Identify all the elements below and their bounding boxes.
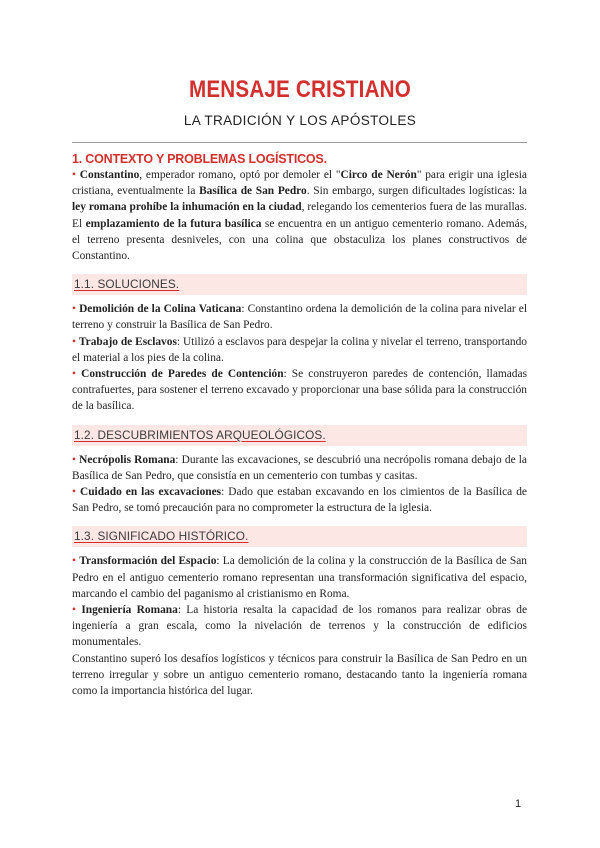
list-item: • Demolición de la Colina Vaticana: Constantino ordena la demolición de la colina para nivelar el terreno y construir la Basílica de San Pedro. [72, 303, 527, 332]
bullet-icon: • [72, 453, 76, 466]
bullet-icon: • [72, 555, 76, 568]
bullet-icon: • [72, 169, 76, 181]
title-divider [72, 142, 527, 143]
bullet-icon: • [72, 486, 76, 499]
conclusion-paragraph: Constantino superó los desafíos logísticos y técnicos para construir la Basílica de San Pedro en un terreno irregular y sobre un antiguo cementerio romano, destacando tanto la ingeniería romana como la importancia histórica del lugar. [72, 652, 527, 698]
document-subtitle: LA TRADICIÓN Y LOS APÓSTOLES [183, 113, 417, 128]
bullet-icon: • [72, 303, 76, 316]
list-item: • Trabajo de Esclavos: Utilizó a esclavos para despejar la colina y nivelar el terreno, transportando el material a los pies de la colina. [72, 335, 527, 364]
list-item: • Necrópolis Romana: Durante las excavaciones, se descubrió una necrópolis romana debajo de la Basílica de San Pedro, que consistía en un cementerio con tumbas y casitas. [72, 453, 527, 482]
page-number: 1 [515, 798, 522, 810]
section-heading-discoveries: 1.2. DESCUBRIMIENTOS ARQUEOLÓGICOS. [72, 425, 527, 446]
document-content [72, 152, 527, 699]
list-item: • Cuidado en las excavaciones: Dado que estaban excavando en los cimientos de la Basílica de San Pedro, se tomó precaución para no comprometer la estructura de la iglesia. [72, 486, 527, 515]
list-item: • Ingeniería Romana: La historia resalta la capacidad de los romanos para realizar obras de ingeniería a gran escala, como la nivelación de terrenos y la construcción de edificios monumentales. [72, 604, 528, 649]
bullet-icon: • [72, 335, 76, 348]
context-paragraph: • Constantino, emperador romano, optó por demoler el "Circo de Nerón" para erigir una iglesia cristiana, eventualmente la Basílica de San Pedro. Sin embargo, surgen dificultades logísticas: la ley romana prohíbe la inhumación en la ciudad, relegando los cementerios fuera de las murallas. El emplazamiento de la futura basílica se encuentra en un antiguo cementerio romano. Además, el terreno presenta desniveles, con una colina que obstaculiza los planes constructivos de Constantino. [72, 169, 527, 263]
bullet-icon: • [72, 604, 76, 617]
list-item: • Construcción de Paredes de Contención: Se construyeron paredes de contención, llamadas contrafuertes, para sostener el terreno excavado y proporcionar una base sólida para la construcción de la basílica. [72, 368, 527, 413]
list-item: • Transformación del Espacio: La demolición de la colina y la construcción de la Basílica de San Pedro en el antiguo cementerio romano representan una transformación significativa del espacio, marcando el cambio del paganismo al cristianismo en Roma. [72, 555, 527, 600]
section-heading-solutions: 1.1. SOLUCIONES. [72, 274, 527, 295]
bullet-icon: • [72, 368, 76, 381]
document-title: MENSAJE CRISTIANO [189, 76, 411, 103]
section-heading-significance: 1.3. SIGNIFICADO HISTÓRICO. [72, 526, 527, 547]
section-heading-context: 1. CONTEXTO Y PROBLEMAS LOGÍSTICOS. [72, 152, 327, 166]
